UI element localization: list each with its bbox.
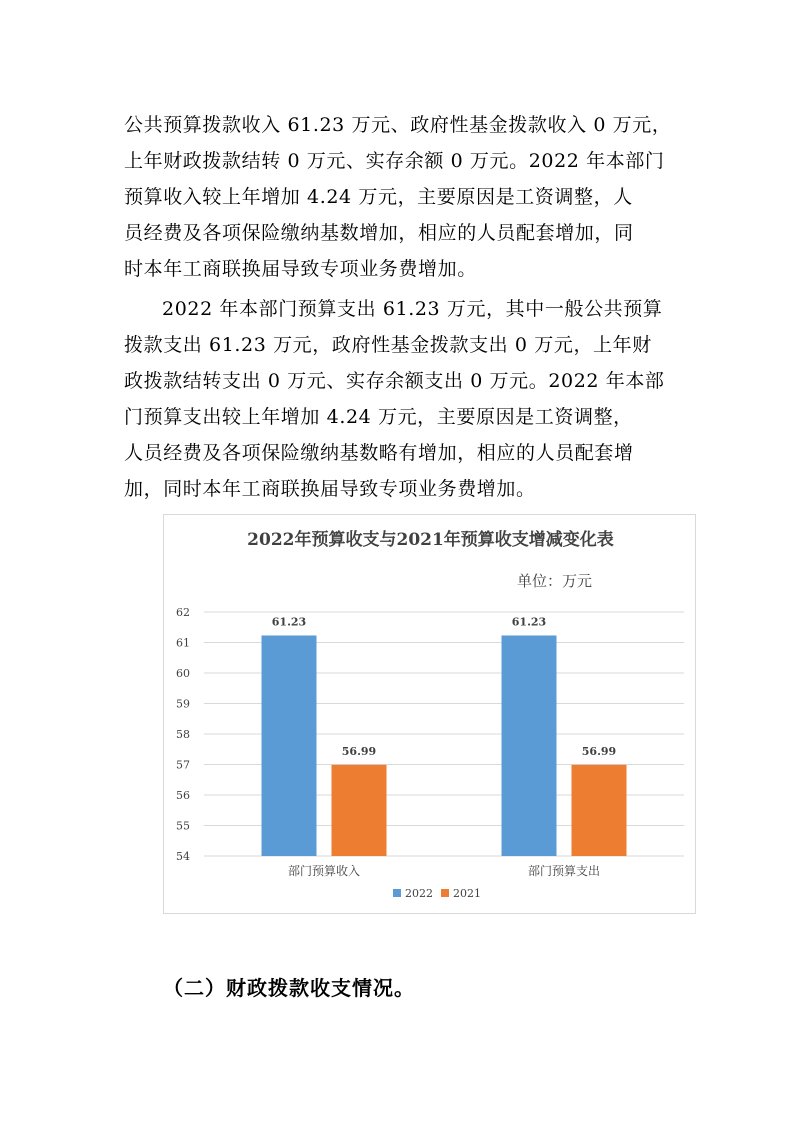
text-line: 门预算支出较上年增加 4.24 万元，主要原因是工资调整，: [124, 406, 633, 428]
y-tick-label: 57: [176, 758, 190, 772]
bar-2021: [572, 765, 627, 856]
y-tick-label: 54: [176, 850, 190, 863]
chart-unit-label: 单位：万元: [517, 572, 593, 590]
text-line: 人员经费及各项保险缴纳基数略有增加，相应的人员配套增: [124, 442, 634, 464]
y-tick-label: 55: [176, 819, 190, 833]
text-line: 公共预算拨款收入 61.23 万元、政府性基金拨款收入 0 万元，: [124, 114, 672, 136]
text-line: 加，同时本年工商联换届导致专项业务费增加。: [124, 478, 536, 500]
y-tick-label: 62: [176, 606, 190, 619]
y-tick-label: 56: [176, 789, 190, 802]
y-tick-label: 61: [176, 636, 190, 650]
y-tick-label: 60: [176, 667, 190, 680]
legend-swatch-2021: [441, 889, 449, 897]
data-label: 61.23: [511, 615, 547, 629]
data-label: 56.99: [581, 744, 617, 758]
text-line: 员经费及各项保险缴纳基数增加，相应的人员配套增加，同: [124, 222, 634, 244]
bar-chart: [164, 515, 697, 915]
x-tick-label: 部门预算支出: [527, 864, 601, 878]
data-label: 56.99: [341, 744, 377, 758]
bar-2022: [502, 635, 557, 856]
section-heading: （二）财政拨款收支情况。: [163, 976, 415, 1000]
x-tick-label: 部门预算收入: [287, 864, 361, 878]
text-line: 预算收入较上年增加 4.24 万元，主要原因是工资调整，人: [124, 186, 633, 208]
bar-2022: [262, 635, 317, 856]
text-line: 上年财政拨款结转 0 万元、实存余额 0 万元。2022 年本部门: [124, 150, 665, 172]
text-line: 拨款支出 61.23 万元，政府性基金拨款支出 0 万元，上年财: [124, 334, 652, 356]
chart-title: 2022年预算收支与2021年预算收支增减变化表: [247, 530, 614, 550]
y-tick-label: 58: [176, 728, 190, 741]
bar-2021: [332, 765, 387, 856]
data-label: 61.23: [271, 615, 307, 629]
legend-label: 2021: [453, 887, 481, 900]
legend-swatch-2022: [393, 889, 401, 897]
text-line: 时本年工商联换届导致专项业务费增加。: [124, 258, 477, 280]
text-line: 2022 年本部门预算支出 61.23 万元，其中一般公共预算: [162, 298, 663, 320]
legend-label: 2022: [405, 887, 433, 900]
chart-frame: [163, 514, 696, 914]
text-line: 政拨款结转支出 0 万元、实存余额支出 0 万元。2022 年本部: [124, 370, 665, 392]
y-tick-label: 59: [176, 697, 190, 711]
